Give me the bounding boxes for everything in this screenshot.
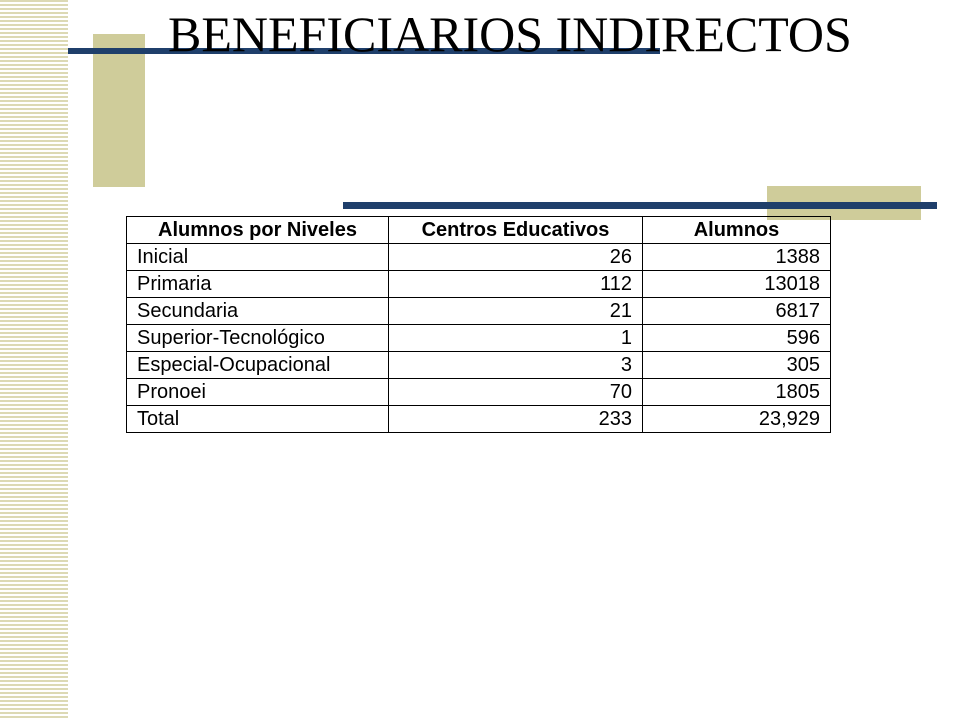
students-cell: 1388: [643, 244, 831, 271]
left-striped-margin: [0, 0, 68, 720]
table-row: [127, 244, 831, 271]
centers-cell: 21: [389, 298, 643, 325]
slide-title: BENEFICIARIOS INDIRECTOS: [168, 6, 852, 62]
table-row: [127, 325, 831, 352]
decorative-navy-line-mid: [343, 202, 937, 209]
header-students: Alumnos: [643, 217, 831, 244]
table-row: [127, 271, 831, 298]
centers-cell: 26: [389, 244, 643, 271]
centers-cell: 112: [389, 271, 643, 298]
beneficiaries-table: [126, 216, 831, 433]
students-cell: 13018: [643, 271, 831, 298]
students-cell: 1805: [643, 379, 831, 406]
decorative-olive-block-left: [93, 34, 145, 187]
level-cell: Pronoei: [127, 379, 389, 406]
centers-cell: 1: [389, 325, 643, 352]
level-cell: Primaria: [127, 271, 389, 298]
level-cell: Total: [127, 406, 389, 433]
level-cell: Secundaria: [127, 298, 389, 325]
students-cell: 6817: [643, 298, 831, 325]
header-levels: Alumnos por Niveles: [127, 217, 389, 244]
centers-cell: 3: [389, 352, 643, 379]
table-row: [127, 352, 831, 379]
table-row: [127, 298, 831, 325]
centers-cell: 233: [389, 406, 643, 433]
level-cell: Inicial: [127, 244, 389, 271]
table-header-row: [127, 217, 831, 244]
students-cell: 596: [643, 325, 831, 352]
level-cell: Especial-Ocupacional: [127, 352, 389, 379]
level-cell: Superior-Tecnológico: [127, 325, 389, 352]
header-centers: Centros Educativos: [389, 217, 643, 244]
centers-cell: 70: [389, 379, 643, 406]
table-total-row: [127, 406, 831, 433]
students-cell: 305: [643, 352, 831, 379]
table-row: [127, 379, 831, 406]
students-cell: 23,929: [643, 406, 831, 433]
